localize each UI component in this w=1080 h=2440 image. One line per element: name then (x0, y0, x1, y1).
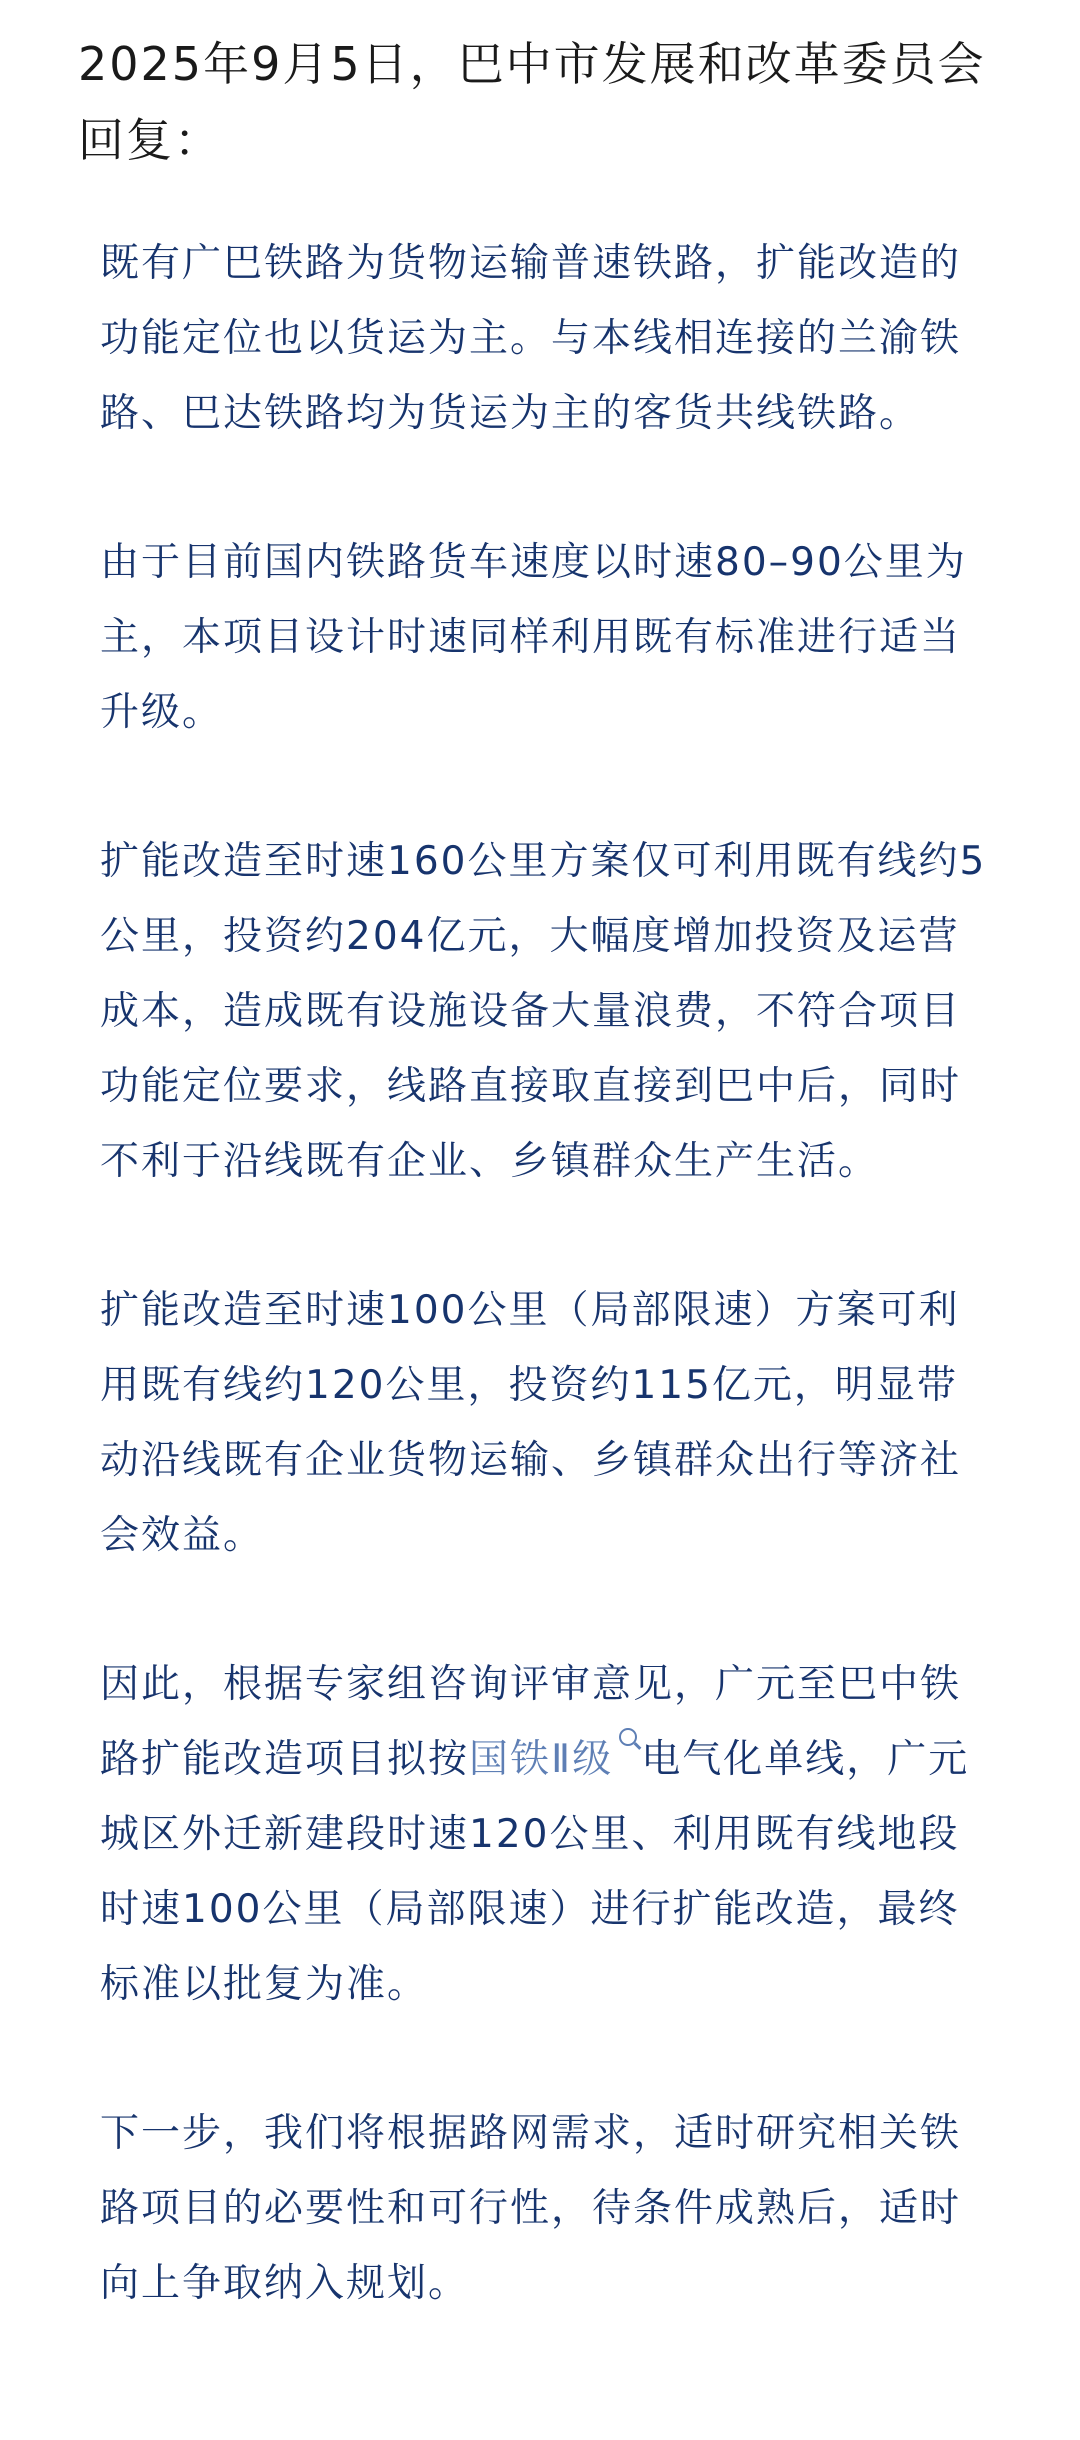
paragraph-100kmh-option: 扩能改造至时速100公里（局部限速）方案可利用既有线约120公里，投资约115亿元，明显带动沿线既有企业货物运输、乡镇群众出行等济社会效益。 (100, 1288, 962, 1558)
reply-body (100, 226, 990, 2395)
conclusion-text-end: 电气化单线，广元城区外迁新建段时速120公里、利用既有线地段时速100公里（局部限速）进行扩能改造，最终标准以批复为准。 (100, 1737, 970, 2007)
conclusion-text-start: 因此，根据专家组咨询评审意见，广元至巴中铁路扩能改造项目拟按 (100, 1662, 962, 1782)
paragraph-160kmh-option: 扩能改造至时速160公里方案仅可利用既有线约5公里，投资约204亿元，大幅度增加投资及运营成本，造成既有设施设备大量浪费，不符合项目功能定位要求，线路直接取直接到巴中后，同时不利于沿线既有企业、乡镇群众生产生活。 (100, 839, 987, 1184)
paragraph-next-steps: 下一步，我们将根据路网需求，适时研究相关铁路项目的必要性和可行性，待条件成熟后，适时向上争取纳入规划。 (100, 2111, 962, 2306)
railway-grade-link-text[interactable]: 国铁Ⅱ级 (469, 1737, 614, 1782)
paragraph-expert-conclusion (100, 1647, 990, 2022)
railway-grade-search-link[interactable] (469, 1737, 641, 1782)
search-icon[interactable] (619, 1728, 637, 1746)
paragraph-function-positioning: 既有广巴铁路为货物运输普速铁路，扩能改造的功能定位也以货运为主。与本线相连接的兰渝铁路、巴达铁路均为货运为主的客货共线铁路。 (100, 241, 962, 436)
paragraph-freight-speed: 由于目前国内铁路货车速度以时速80–90公里为主，本项目设计时速同样利用既有标准进行适当升级。 (100, 540, 967, 735)
reply-heading: 2025年9月5日，巴中市发展和改革委员会回复： (78, 37, 986, 167)
